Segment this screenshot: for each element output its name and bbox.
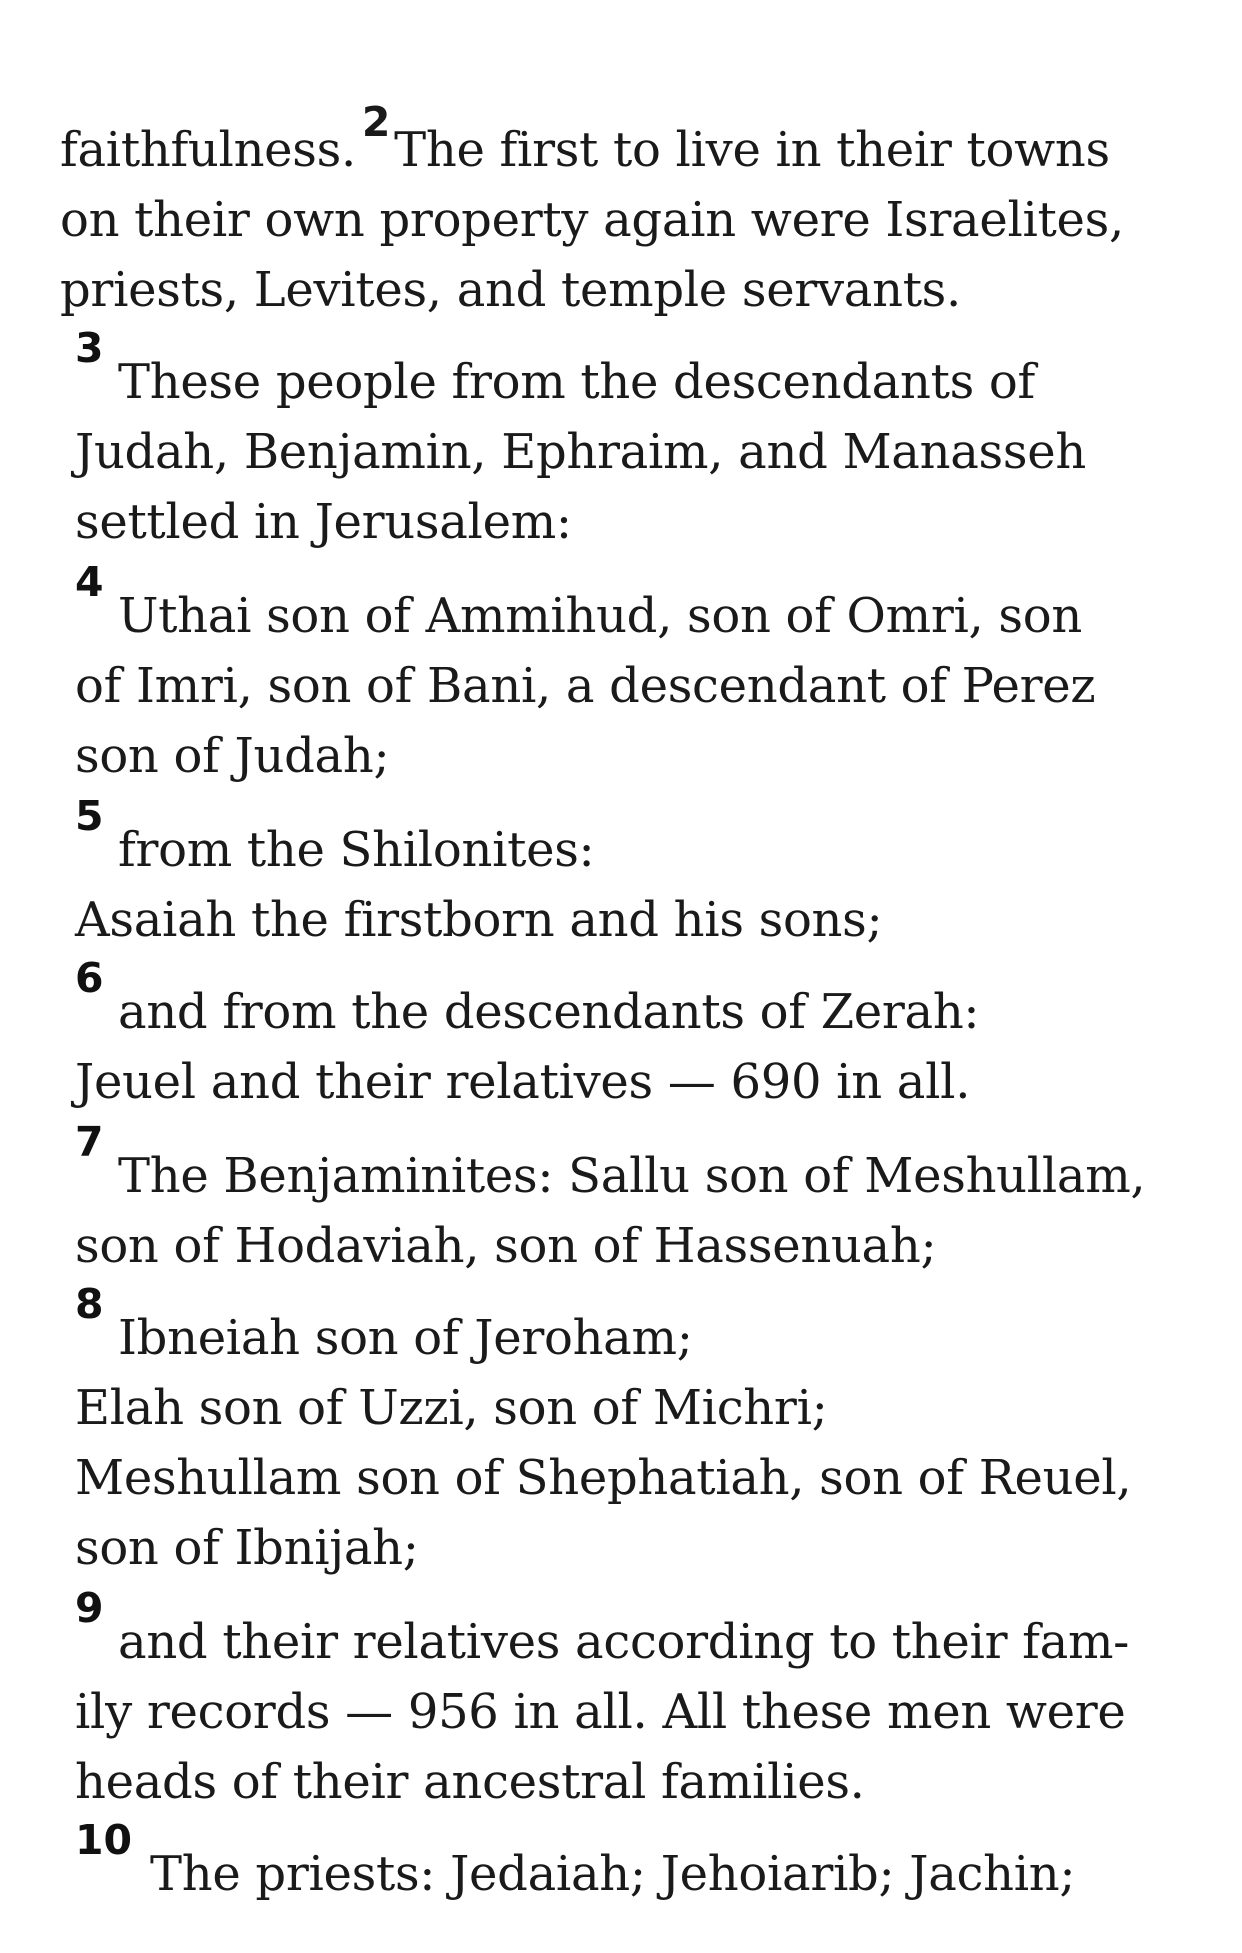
verse-4-line: son of Judah;	[75, 728, 390, 784]
verse-2-text-start: The first to live in their towns	[394, 122, 1110, 178]
verse-1-ending: faithfulness.	[60, 122, 356, 178]
verse-number-7: 7	[75, 1118, 104, 1166]
verse-9-line: ily records — 956 in all. All these men were	[75, 1684, 1126, 1740]
verse-3-line: These people from the descendants of	[118, 354, 1035, 410]
verse-3-line: settled in Jerusalem:	[75, 494, 572, 550]
verse-5-line: from the Shilonites:	[118, 822, 595, 878]
verse-number-4: 4	[75, 558, 104, 606]
verse-9-line: heads of their ancestral families.	[75, 1754, 865, 1810]
verse-7-line: son of Hodaviah, son of Hassenuah;	[75, 1218, 937, 1274]
verse-3-line: Judah, Benjamin, Ephraim, and Manasseh	[75, 424, 1086, 480]
verse-2-line: on their own property again were Israelites,	[60, 192, 1124, 248]
verse-number-5: 5	[75, 792, 104, 840]
verse-6-line: and from the descendants of Zerah:	[118, 984, 980, 1040]
verse-6-line: Jeuel and their relatives — 690 in all.	[75, 1054, 971, 1110]
verse-number-2: 2	[361, 98, 391, 146]
verse-10-line: The priests: Jedaiah; Jehoiarib; Jachin;	[150, 1846, 1076, 1902]
verse-7-line: The Benjaminites: Sallu son of Meshullam,	[118, 1148, 1146, 1204]
verse-9-line: and their relatives according to their fam-	[118, 1614, 1130, 1670]
verse-number-3: 3	[75, 324, 104, 372]
verse-number-10: 10	[75, 1816, 133, 1864]
verse-number-8: 8	[75, 1280, 104, 1328]
verse-8-line: Meshullam son of Shephatiah, son of Reuel,	[75, 1450, 1132, 1506]
verse-5-line: Asaiah the firstborn and his sons;	[75, 892, 883, 948]
verse-number-6: 6	[75, 954, 104, 1002]
verse-4-line: of Imri, son of Bani, a descendant of Perez	[75, 658, 1096, 714]
verse-8-line: Elah son of Uzzi, son of Michri;	[75, 1380, 828, 1436]
verse-8-line: son of Ibnijah;	[75, 1520, 419, 1576]
verse-number-9: 9	[75, 1584, 104, 1632]
verse-4-line: Uthai son of Ammihud, son of Omri, son	[118, 588, 1082, 644]
verse-2-first-line	[60, 98, 1110, 178]
verse-8-line: Ibneiah son of Jeroham;	[118, 1310, 693, 1366]
verse-2-line: priests, Levites, and temple servants.	[60, 262, 961, 318]
